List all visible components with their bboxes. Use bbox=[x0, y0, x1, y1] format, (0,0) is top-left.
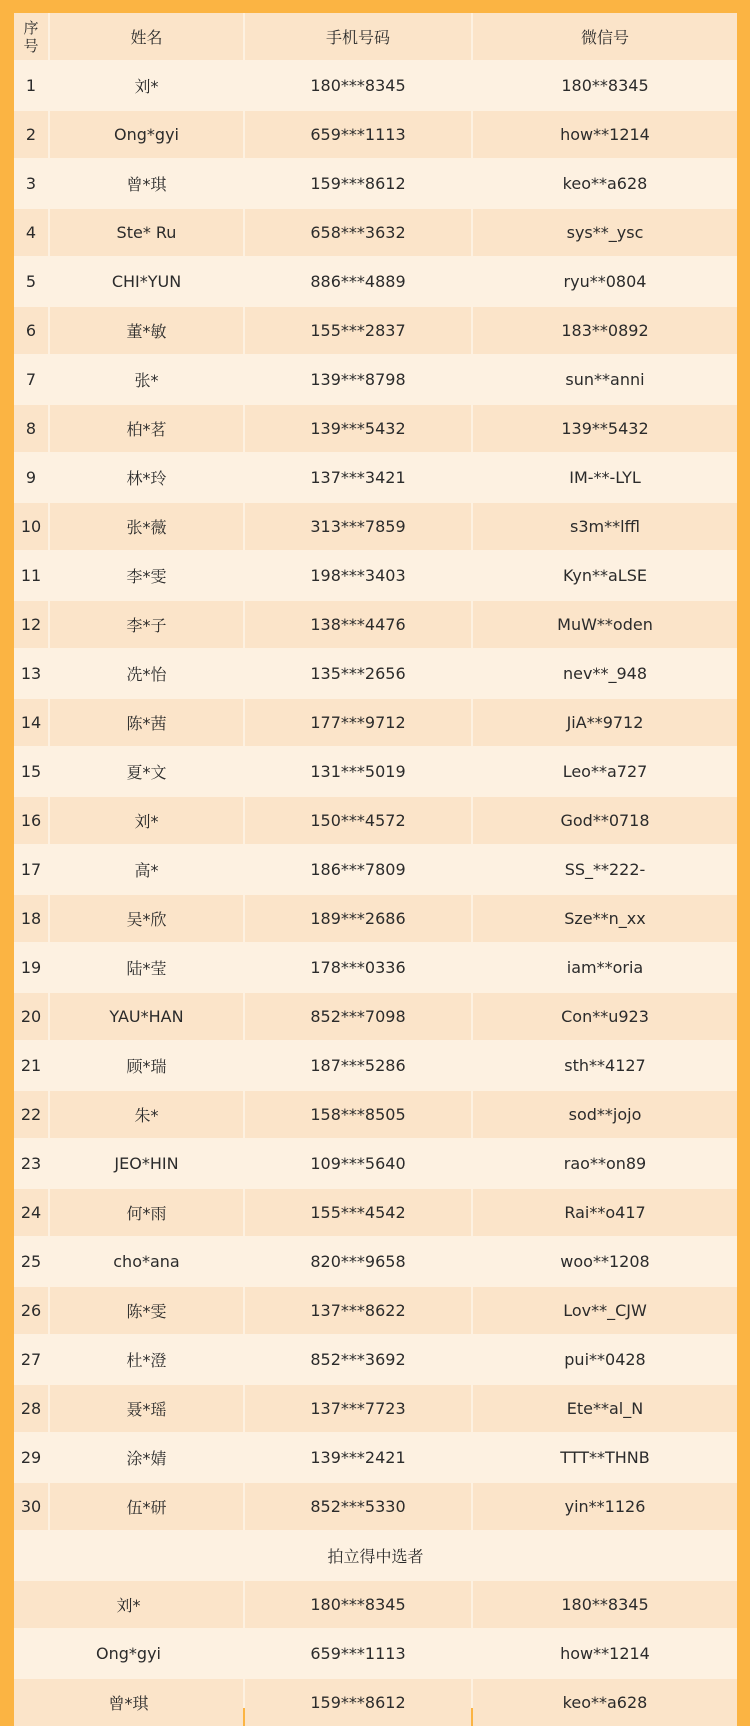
winner-phone: 180***8345 bbox=[245, 1581, 471, 1628]
row-wechat: s3m**lffl bbox=[473, 503, 737, 550]
table-row bbox=[14, 1042, 737, 1089]
row-name: 吴*欣 bbox=[50, 895, 243, 942]
row-index: 21 bbox=[14, 1042, 48, 1089]
header-index-line1: 序 bbox=[23, 18, 39, 37]
row-wechat: sys**_ysc bbox=[473, 209, 737, 256]
table-row bbox=[14, 846, 737, 893]
row-index: 11 bbox=[14, 552, 48, 599]
row-wechat: ryu**0804 bbox=[473, 258, 737, 305]
row-name: 林*玲 bbox=[50, 454, 243, 501]
winner-wechat: keo**a628 bbox=[473, 1679, 737, 1726]
row-wechat: iam**oria bbox=[473, 944, 737, 991]
row-phone: 137***3421 bbox=[245, 454, 471, 501]
table-row bbox=[14, 699, 737, 746]
table-row bbox=[14, 1238, 737, 1285]
header-name: 姓名 bbox=[50, 13, 243, 60]
row-wechat: 180**8345 bbox=[473, 62, 737, 109]
row-wechat: sun**anni bbox=[473, 356, 737, 403]
row-phone: 158***8505 bbox=[245, 1091, 471, 1138]
row-wechat: woo**1208 bbox=[473, 1238, 737, 1285]
row-name: 夏*文 bbox=[50, 748, 243, 795]
table-row bbox=[14, 1287, 737, 1334]
row-name: 李*雯 bbox=[50, 552, 243, 599]
row-index: 16 bbox=[14, 797, 48, 844]
row-phone: 852***3692 bbox=[245, 1336, 471, 1383]
table-row bbox=[14, 601, 737, 648]
table-row bbox=[14, 356, 737, 403]
header-index-line2: 号 bbox=[23, 36, 39, 55]
row-wechat: Kyn**aLSE bbox=[473, 552, 737, 599]
table-row bbox=[14, 1336, 737, 1383]
winner-name: 刘* bbox=[14, 1581, 243, 1628]
row-index: 4 bbox=[14, 209, 48, 256]
row-phone: 187***5286 bbox=[245, 1042, 471, 1089]
row-name: 陈*茜 bbox=[50, 699, 243, 746]
winner-row bbox=[14, 1679, 737, 1726]
row-index: 2 bbox=[14, 111, 48, 158]
row-phone: 198***3403 bbox=[245, 552, 471, 599]
row-name: 何*雨 bbox=[50, 1189, 243, 1236]
table-row bbox=[14, 405, 737, 452]
row-name: Ong*gyi bbox=[50, 111, 243, 158]
row-wechat: Lov**_CJW bbox=[473, 1287, 737, 1334]
row-name: 曾*琪 bbox=[50, 160, 243, 207]
row-name: 朱* bbox=[50, 1091, 243, 1138]
row-phone: 658***3632 bbox=[245, 209, 471, 256]
row-index: 5 bbox=[14, 258, 48, 305]
row-wechat: JiA**9712 bbox=[473, 699, 737, 746]
row-phone: 131***5019 bbox=[245, 748, 471, 795]
row-name: 顾*瑞 bbox=[50, 1042, 243, 1089]
table-row bbox=[14, 797, 737, 844]
row-index: 18 bbox=[14, 895, 48, 942]
table-row bbox=[14, 1189, 737, 1236]
row-phone: 852***5330 bbox=[245, 1483, 471, 1530]
row-index: 29 bbox=[14, 1434, 48, 1481]
row-phone: 139***2421 bbox=[245, 1434, 471, 1481]
header-wechat: 微信号 bbox=[473, 13, 737, 60]
row-wechat: keo**a628 bbox=[473, 160, 737, 207]
row-wechat: pui**0428 bbox=[473, 1336, 737, 1383]
row-name: 董*敏 bbox=[50, 307, 243, 354]
winner-phone: 159***8612 bbox=[245, 1679, 471, 1726]
row-index: 3 bbox=[14, 160, 48, 207]
table-row bbox=[14, 1140, 737, 1187]
row-name: 杜*澄 bbox=[50, 1336, 243, 1383]
row-index: 14 bbox=[14, 699, 48, 746]
table-row bbox=[14, 307, 737, 354]
row-phone: 886***4889 bbox=[245, 258, 471, 305]
table-row bbox=[14, 748, 737, 795]
row-wechat: sod**jojo bbox=[473, 1091, 737, 1138]
row-wechat: TTT**THNB bbox=[473, 1434, 737, 1481]
row-wechat: yin**1126 bbox=[473, 1483, 737, 1530]
table-row bbox=[14, 62, 737, 109]
row-name: cho*ana bbox=[50, 1238, 243, 1285]
table-row bbox=[14, 1483, 737, 1530]
row-index: 9 bbox=[14, 454, 48, 501]
row-wechat: Rai**o417 bbox=[473, 1189, 737, 1236]
table-row bbox=[14, 895, 737, 942]
table-row bbox=[14, 1091, 737, 1138]
table-row bbox=[14, 552, 737, 599]
row-name: Ste* Ru bbox=[50, 209, 243, 256]
row-index: 17 bbox=[14, 846, 48, 893]
table-row bbox=[14, 650, 737, 697]
row-phone: 150***4572 bbox=[245, 797, 471, 844]
row-phone: 109***5640 bbox=[245, 1140, 471, 1187]
row-phone: 313***7859 bbox=[245, 503, 471, 550]
row-phone: 180***8345 bbox=[245, 62, 471, 109]
row-phone: 155***2837 bbox=[245, 307, 471, 354]
row-name: 张*薇 bbox=[50, 503, 243, 550]
row-wechat: nev**_948 bbox=[473, 650, 737, 697]
table-row bbox=[14, 1434, 737, 1481]
row-wechat: how**1214 bbox=[473, 111, 737, 158]
row-phone: 177***9712 bbox=[245, 699, 471, 746]
row-index: 13 bbox=[14, 650, 48, 697]
row-phone: 186***7809 bbox=[245, 846, 471, 893]
row-index: 6 bbox=[14, 307, 48, 354]
row-index: 26 bbox=[14, 1287, 48, 1334]
row-name: 涂*婧 bbox=[50, 1434, 243, 1481]
row-name: 刘* bbox=[50, 62, 243, 109]
row-index: 22 bbox=[14, 1091, 48, 1138]
row-wechat: 183**0892 bbox=[473, 307, 737, 354]
row-wechat: God**0718 bbox=[473, 797, 737, 844]
table-row bbox=[14, 160, 737, 207]
row-name: 李*子 bbox=[50, 601, 243, 648]
row-wechat: sth**4127 bbox=[473, 1042, 737, 1089]
row-phone: 155***4542 bbox=[245, 1189, 471, 1236]
table-header bbox=[14, 13, 737, 60]
row-phone: 189***2686 bbox=[245, 895, 471, 942]
row-phone: 659***1113 bbox=[245, 111, 471, 158]
row-name: 陆*莹 bbox=[50, 944, 243, 991]
row-name: 陈*雯 bbox=[50, 1287, 243, 1334]
winner-wechat: how**1214 bbox=[473, 1630, 737, 1677]
header-phone: 手机号码 bbox=[245, 13, 471, 60]
row-phone: 852***7098 bbox=[245, 993, 471, 1040]
row-wechat: Leo**a727 bbox=[473, 748, 737, 795]
table-row bbox=[14, 209, 737, 256]
winners-list-frame bbox=[14, 13, 737, 1713]
row-index: 7 bbox=[14, 356, 48, 403]
row-phone: 137***7723 bbox=[245, 1385, 471, 1432]
row-phone: 178***0336 bbox=[245, 944, 471, 991]
table-row bbox=[14, 993, 737, 1040]
row-phone: 139***8798 bbox=[245, 356, 471, 403]
row-wechat: Con**u923 bbox=[473, 993, 737, 1040]
row-index: 20 bbox=[14, 993, 48, 1040]
row-wechat: MuW**oden bbox=[473, 601, 737, 648]
row-name: 柏*茗 bbox=[50, 405, 243, 452]
row-wechat: Sze**n_xx bbox=[473, 895, 737, 942]
row-name: 刘* bbox=[50, 797, 243, 844]
row-wechat: 139**5432 bbox=[473, 405, 737, 452]
table-row bbox=[14, 944, 737, 991]
row-name: YAU*HAN bbox=[50, 993, 243, 1040]
row-phone: 820***9658 bbox=[245, 1238, 471, 1285]
row-name: 张* bbox=[50, 356, 243, 403]
row-phone: 135***2656 bbox=[245, 650, 471, 697]
section-title: 拍立得中选者 bbox=[14, 1532, 737, 1579]
row-wechat: Ete**al_N bbox=[473, 1385, 737, 1432]
winner-row bbox=[14, 1630, 737, 1677]
row-wechat: SS_**222- bbox=[473, 846, 737, 893]
row-phone: 139***5432 bbox=[245, 405, 471, 452]
row-name: JEO*HIN bbox=[50, 1140, 243, 1187]
table-row bbox=[14, 454, 737, 501]
row-phone: 137***8622 bbox=[245, 1287, 471, 1334]
row-index: 10 bbox=[14, 503, 48, 550]
winner-name: 曾*琪 bbox=[14, 1679, 243, 1726]
winner-phone: 659***1113 bbox=[245, 1630, 471, 1677]
header-index bbox=[14, 13, 48, 60]
row-name: 高* bbox=[50, 846, 243, 893]
winner-row bbox=[14, 1581, 737, 1628]
row-name: CHI*YUN bbox=[50, 258, 243, 305]
table-row bbox=[14, 111, 737, 158]
row-index: 15 bbox=[14, 748, 48, 795]
row-name: 伍*研 bbox=[50, 1483, 243, 1530]
row-index: 30 bbox=[14, 1483, 48, 1530]
row-phone: 159***8612 bbox=[245, 160, 471, 207]
row-name: 聂*瑶 bbox=[50, 1385, 243, 1432]
winner-name: Ong*gyi bbox=[14, 1630, 243, 1677]
winners-table bbox=[14, 1581, 737, 1726]
row-index: 8 bbox=[14, 405, 48, 452]
row-index: 19 bbox=[14, 944, 48, 991]
row-index: 25 bbox=[14, 1238, 48, 1285]
row-index: 23 bbox=[14, 1140, 48, 1187]
row-index: 1 bbox=[14, 62, 48, 109]
row-index: 27 bbox=[14, 1336, 48, 1383]
row-index: 24 bbox=[14, 1189, 48, 1236]
winner-wechat: 180**8345 bbox=[473, 1581, 737, 1628]
row-wechat: IM-**-LYL bbox=[473, 454, 737, 501]
row-index: 12 bbox=[14, 601, 48, 648]
table-row bbox=[14, 503, 737, 550]
table-row bbox=[14, 258, 737, 305]
row-wechat: rao**on89 bbox=[473, 1140, 737, 1187]
table-body bbox=[14, 62, 737, 1530]
table-row bbox=[14, 1385, 737, 1432]
row-index: 28 bbox=[14, 1385, 48, 1432]
row-phone: 138***4476 bbox=[245, 601, 471, 648]
row-name: 冼*怡 bbox=[50, 650, 243, 697]
